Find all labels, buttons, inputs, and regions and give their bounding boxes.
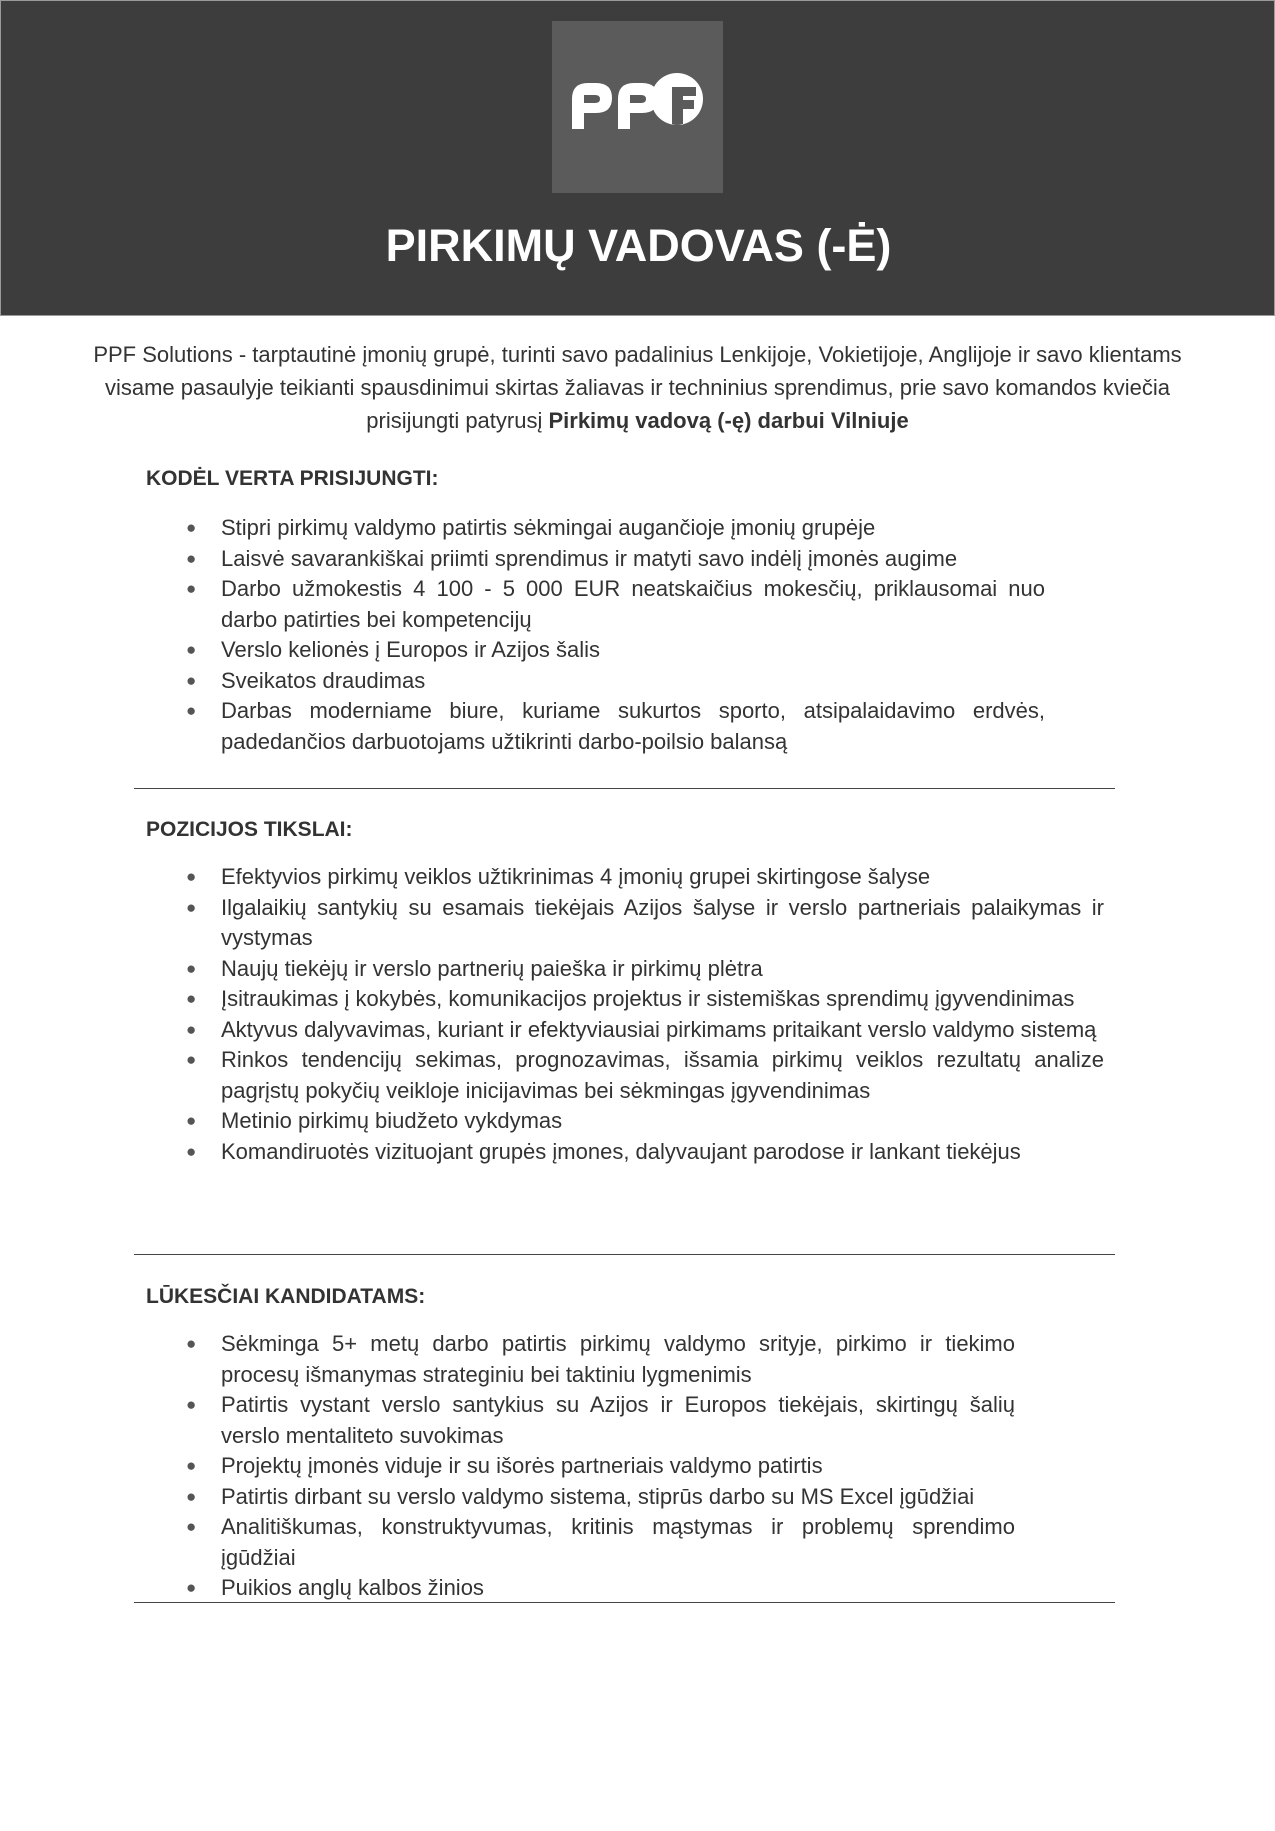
list-item bbox=[0, 984, 1104, 1015]
list-item bbox=[0, 1329, 1015, 1390]
intro-bold-text: Pirkimų vadovą (-ę) darbui Vilniuje bbox=[548, 408, 909, 433]
list-item-text: Ilgalaikių santykių su esamais tiekėjais Azijos šalyse ir verslo partneriais palaikymas ir vystymas bbox=[221, 894, 1104, 950]
bullet-icon: ● bbox=[186, 897, 197, 917]
bullet-icon: ● bbox=[186, 1395, 197, 1414]
list-item-text: Sėkminga 5+ metų darbo patirtis pirkimų valdymo srityje, pirkimo ir tiekimo procesų išmanymas strateginiu bei taktiniu lygmenimis bbox=[221, 1331, 1015, 1387]
bullet-icon: ● bbox=[186, 548, 197, 568]
bullet-icon: ● bbox=[186, 1486, 197, 1506]
list-item bbox=[0, 954, 1104, 985]
ppf-logo-icon bbox=[552, 21, 723, 193]
list-item-text: Rinkos tendencijų sekimas, prognozavimas, išsamia pirkimų veiklos rezultatų analize pagrįstų pokyčių veikloje inicijavimas bei sėkmingas įgyvendinimas bbox=[221, 1047, 1104, 1103]
bullet-icon: ● bbox=[186, 1578, 197, 1597]
list-item-text: Efektyvios pirkimų veiklos užtikrinimas 4 įmonių grupei skirtingose šalyse bbox=[221, 864, 931, 889]
list-item bbox=[0, 696, 1045, 757]
list-item-text: Darbo užmokestis 4 100 - 5 000 EUR neatskaičius mokesčių, priklausomai nuo darbo patirties bei kompetencijų bbox=[221, 576, 1045, 632]
bullet-icon: ● bbox=[186, 867, 197, 886]
bullet-icon: ● bbox=[186, 1141, 197, 1161]
list-item bbox=[0, 544, 1045, 575]
bullet-icon: ● bbox=[186, 1456, 197, 1475]
bullet-icon: ● bbox=[186, 1050, 197, 1069]
header-banner bbox=[0, 0, 1275, 316]
company-logo bbox=[552, 21, 723, 193]
list-item bbox=[0, 1451, 1015, 1482]
list-item-text: Naujų tiekėjų ir verslo partnerių paieška ir pirkimų plėtra bbox=[221, 955, 763, 981]
list-candidate-expectations bbox=[0, 1329, 1015, 1604]
section-divider bbox=[134, 788, 1115, 789]
bullet-icon: ● bbox=[186, 1517, 197, 1536]
intro-text: PPF Solutions - tarptautinė įmonių grupė, turinti savo padalinius Lenkijoje, Vokietijoje, Anglijoje ir savo klientams visame pasaulyje teikianti spausdinimui skirtas žaliavas ir techninius sprendimus, prie savo komandos kviečia prisijungti patyrusį bbox=[93, 342, 1182, 433]
bullet-icon: ● bbox=[186, 1111, 197, 1130]
list-item-text: Darbas moderniame biure, kuriame sukurtos sporto, atsipalaidavimo erdvės, padedančios darbuotojams užtikrinti darbo-poilsio balansą bbox=[221, 698, 1045, 754]
section-divider bbox=[134, 1254, 1115, 1255]
bullet-icon: ● bbox=[186, 640, 197, 659]
list-item-text: Puikios anglų kalbos žinios bbox=[221, 1575, 484, 1600]
list-item-text: Įsitraukimas į kokybės, komunikacijos projektus ir sistemiškas sprendimų įgyvendinimas bbox=[221, 986, 1075, 1011]
page-title: PIRKIMŲ VADOVAS (-Ė) bbox=[385, 220, 892, 271]
list-item bbox=[0, 635, 1045, 666]
list-why-join bbox=[0, 513, 1045, 757]
bullet-icon: ● bbox=[186, 1334, 197, 1353]
list-item bbox=[0, 1015, 1104, 1046]
section-title-why-join: KODĖL VERTA PRISIJUNGTI: bbox=[146, 467, 439, 490]
section-title-candidate-expectations: LŪKESČIAI KANDIDATAMS: bbox=[146, 1285, 426, 1308]
list-item bbox=[0, 893, 1104, 954]
list-item-text: Projektų įmonės viduje ir su išorės partneriais valdymo patirtis bbox=[221, 1453, 823, 1478]
bullet-icon: ● bbox=[186, 579, 197, 598]
bullet-icon: ● bbox=[186, 670, 197, 690]
intro-paragraph bbox=[70, 338, 1205, 437]
list-item-text: Laisvė savarankiškai priimti sprendimus ir matyti savo indėlį įmonės augime bbox=[221, 545, 958, 571]
bullet-icon: ● bbox=[186, 1019, 197, 1039]
list-item bbox=[0, 862, 1104, 893]
list-item bbox=[0, 1106, 1104, 1137]
list-item bbox=[0, 1482, 1015, 1513]
list-item bbox=[0, 1512, 1015, 1573]
list-item bbox=[0, 1045, 1104, 1106]
list-position-goals bbox=[0, 862, 1104, 1167]
list-item-text: Analitiškumas, konstruktyvumas, kritinis mąstymas ir problemų sprendimo įgūdžiai bbox=[221, 1514, 1015, 1570]
section-divider bbox=[134, 1602, 1115, 1603]
list-item-text: Metinio pirkimų biudžeto vykdymas bbox=[221, 1108, 563, 1133]
list-item-text: Verslo kelionės į Europos ir Azijos šalis bbox=[221, 637, 601, 662]
bullet-icon: ● bbox=[186, 701, 197, 720]
bullet-icon: ● bbox=[186, 518, 197, 537]
list-item bbox=[0, 1573, 1015, 1604]
section-title-position-goals: POZICIJOS TIKSLAI: bbox=[146, 818, 353, 841]
list-item-text: Patirtis dirbant su verslo valdymo sistema, stiprūs darbo su MS Excel įgūdžiai bbox=[221, 1483, 975, 1509]
list-item bbox=[0, 574, 1045, 635]
list-item-text: Aktyvus dalyvavimas, kuriant ir efektyviausiai pirkimams pritaikant verslo valdymo sistemą bbox=[221, 1016, 1097, 1042]
list-item-text: Patirtis vystant verslo santykius su Azijos ir Europos tiekėjais, skirtingų šalių verslo mentaliteto suvokimas bbox=[221, 1392, 1015, 1448]
list-item-text: Stipri pirkimų valdymo patirtis sėkmingai augančioje įmonių grupėje bbox=[221, 515, 876, 540]
list-item bbox=[0, 1137, 1104, 1168]
list-item bbox=[0, 666, 1045, 697]
list-item bbox=[0, 1390, 1015, 1451]
bullet-icon: ● bbox=[186, 958, 197, 978]
list-item-text: Komandiruotės vizituojant grupės įmones, dalyvaujant parodose ir lankant tiekėjus bbox=[221, 1138, 1021, 1164]
bullet-icon: ● bbox=[186, 989, 197, 1008]
list-item-text: Sveikatos draudimas bbox=[221, 667, 426, 693]
list-item bbox=[0, 513, 1045, 544]
